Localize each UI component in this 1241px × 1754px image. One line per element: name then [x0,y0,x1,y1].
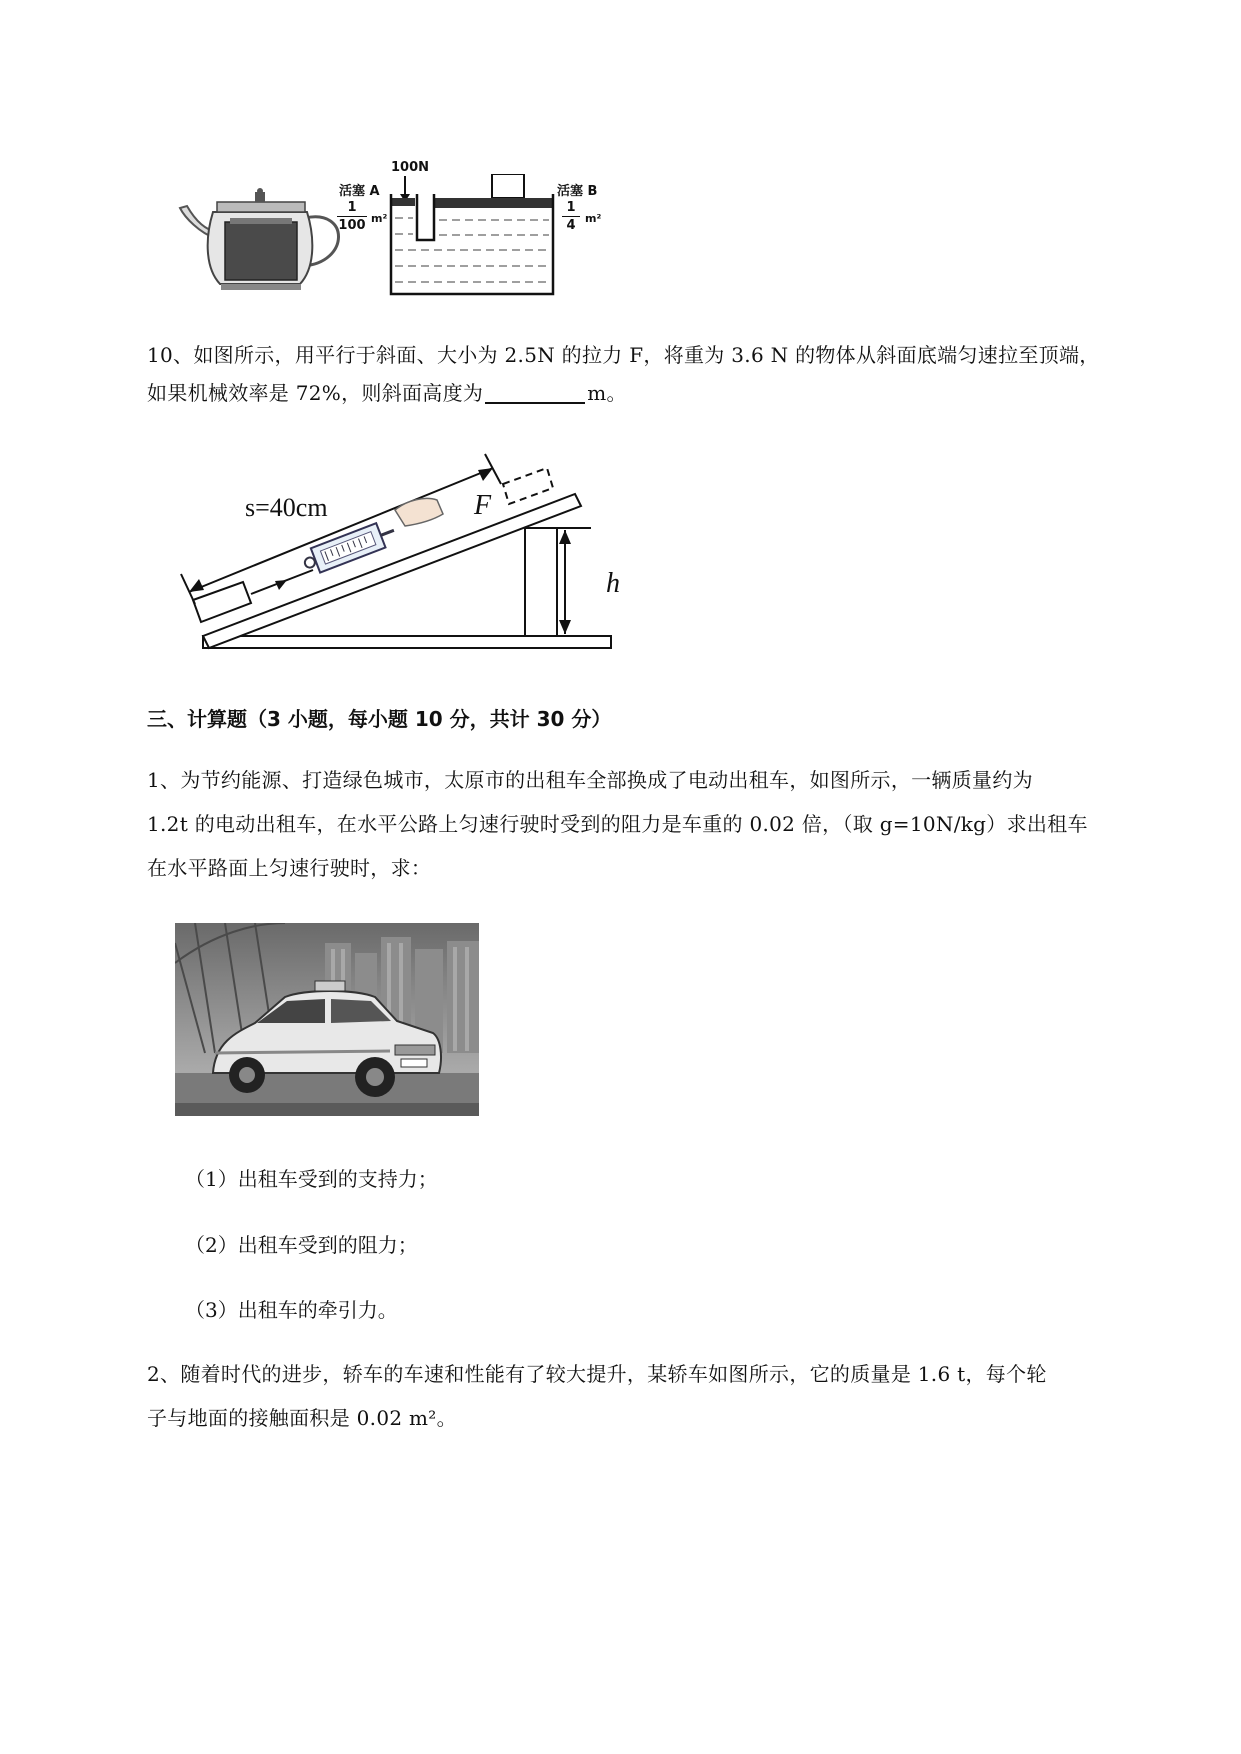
q10-line2-text: 如果机械效率是 72%，则斜面高度为 [147,381,484,405]
piston-a-label: 活塞 A [339,184,380,199]
teapot-figure [175,188,353,294]
calc1-sub2: （2）出租车受到的阻力； [185,1233,418,1257]
piston-b-unit: m² [585,212,602,225]
piston-b-label: 活塞 B [557,184,598,199]
calc2-line2: 子与地面的接触面积是 0.02 m²。 [147,1406,457,1430]
q10-unit: m。 [587,381,627,405]
force-100n-label: 100N [391,160,430,175]
taxi-photo [175,923,479,1116]
calc1-line2: 1.2t 的电动出租车，在水平公路上匀速行驶时受到的阻力是车重的 0.02 倍，（取 g=10N/kg）求出租车 [147,812,1088,836]
incline-figure [175,448,645,658]
calc1-line3: 在水平路面上匀速行驶时，求： [147,856,432,880]
answer-blank [485,380,585,404]
q10-line1: 10、如图所示，用平行于斜面、大小为 2.5N 的拉力 F，将重为 3.6 N 的物体从斜面底端匀速拉至顶端， [147,343,1100,367]
calc2-line1: 2、随着时代的进步，轿车的车速和性能有了较大提升，某轿车如图所示，它的质量是 1.6 t，每个轮 [147,1362,1047,1386]
piston-a-unit: m² [371,212,388,225]
hydraulic-figure [335,160,625,300]
piston-a-area-numerator: 1 [347,200,357,215]
calc1-line1: 1、为节约能源、打造绿色城市，太原市的出租车全部换成了电动出租车，如图所示，一辆质量约为 [147,768,1033,792]
height-label: h [606,568,620,599]
force-label: F [474,490,492,521]
piston-b-area-denominator: 4 [566,218,576,233]
q10-line2 [147,374,1147,412]
distance-label: s=40cm [245,493,328,522]
section-heading: 三、计算题（3 小题，每小题 10 分，共计 30 分） [147,707,612,731]
calc1-sub1: （1）出租车受到的支持力； [185,1167,438,1191]
calc1-sub3: （3）出租车的牵引力。 [185,1298,398,1322]
piston-b-area-numerator: 1 [566,200,576,215]
piston-a-area-denominator: 100 [338,218,366,233]
u-tube-vessel [389,174,555,300]
